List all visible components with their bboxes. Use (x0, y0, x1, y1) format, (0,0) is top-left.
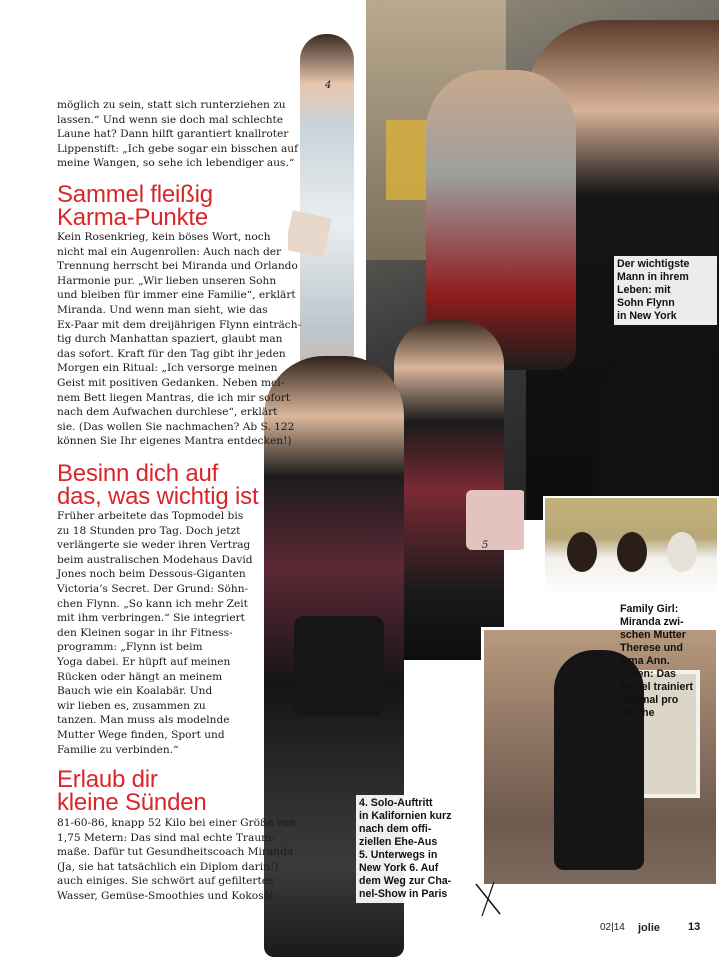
page-number: 13 (688, 921, 701, 933)
section-heading-sins: Erlaub dir kleine Sünden (57, 766, 207, 816)
photo-family-in-bed (543, 496, 719, 600)
photo-number-4: 4 (325, 80, 332, 91)
section-heading-important: Besinn dich auf das, was wichtig ist (57, 460, 259, 510)
photo-number-6: 6 (278, 731, 285, 742)
section-body-sins: 81-60-86, knapp 52 Kilo bei einer Größe von 1,75 Metern: Das sind mal echte Traum- maße. Dafür tut Gesundheitscoach Miranda (Ja, sie hat tatsächlich ein Diplom darin!) auch einiges. Sie schwört auf gefiltertes Wasser, Gemüse-Smoothies und Kokosöl. (57, 817, 296, 902)
caption-outfits: 4. Solo-Auftritt in Kalifornien kurz nach dem offi- ziellen Ehe-Aus 5. Unterwegs in New York 6. Auf dem Weg zur Cha- nel-Show in Paris (356, 795, 476, 903)
section-body-karma: Kein Rosenkrieg, kein böses Wort, noch nicht mal ein Augenrollen: Auch nach der Trennung herrscht bei Miranda und Orlando Harmonie pur. „Wir lieben unseren Sohn und bleiben für immer eine Familie“, erklärt Miranda. Und wenn man sieht, wie das Ex-Paar mit dem dreijährigen Flynn einträch- tig durch Manhattan spaziert, glaubt man das sofort. Kraft für den Tag gibt ihr jeden Morgen ein Ritual: „Ich versorge meinen Geist mit positiven Gedanken. Neben mei- nem Bett liegen Mantras, die ich mir sofort nach dem Aufwachen durchlese“, erklärt sie. (Das wollen Sie nachmachen? Ab S. 122 können Sie Ihr eigenes Mantra entdecken!) (57, 231, 302, 448)
decorative-sticks-icon (470, 880, 510, 920)
footer-issue: 02|14 (600, 922, 625, 933)
caption-family: Family Girl: Miranda zwi- schen Mutter Therese und Oma Ann. Unten: Das Model trainiert fünfmal pro Woche (620, 603, 693, 719)
photo-number-5: 5 (482, 540, 489, 551)
section-heading-karma: Sammel fleißig Karma-Punkte (57, 181, 213, 231)
caption-street: Der wichtigste Mann in ihrem Leben: mit Sohn Flynn in New York (614, 256, 717, 325)
footer-magazine: jolie (638, 922, 661, 934)
intro-paragraph: möglich zu sein, statt sich runterziehen zu lassen.“ Und wenn sie doch mal schlechte Laune hat? Dann hilft garantiert knallroter Lippenstift: „Ich gebe sogar ein bisschen auf meine Wangen, so sehe ich lebendiger aus.“ (57, 99, 299, 170)
section-body-important: Früher arbeitete das Topmodel bis zu 18 Stunden pro Tag. Doch jetzt verlängerte sie weder ihren Vertrag beim australischen Modehaus David Jones noch beim Dessous-Giganten Victoria’s Secret. Der Grund: Söhn- chen Flynn. „So kann ich mehr Zeit mit ihm verbringen.“ Sie integriert den Kleinen sogar in ihr Fitness- programm: „Flynn ist beim Yoga dabei. Er hüpft auf meinen Rücken oder hängt an meinem Bauch wie ein Koalabär. Und wir lieben es, zusammen zu tanzen. Man muss als modelnde Mutter Wege finden, Sport und Familie zu verbinden.“ (57, 510, 253, 756)
